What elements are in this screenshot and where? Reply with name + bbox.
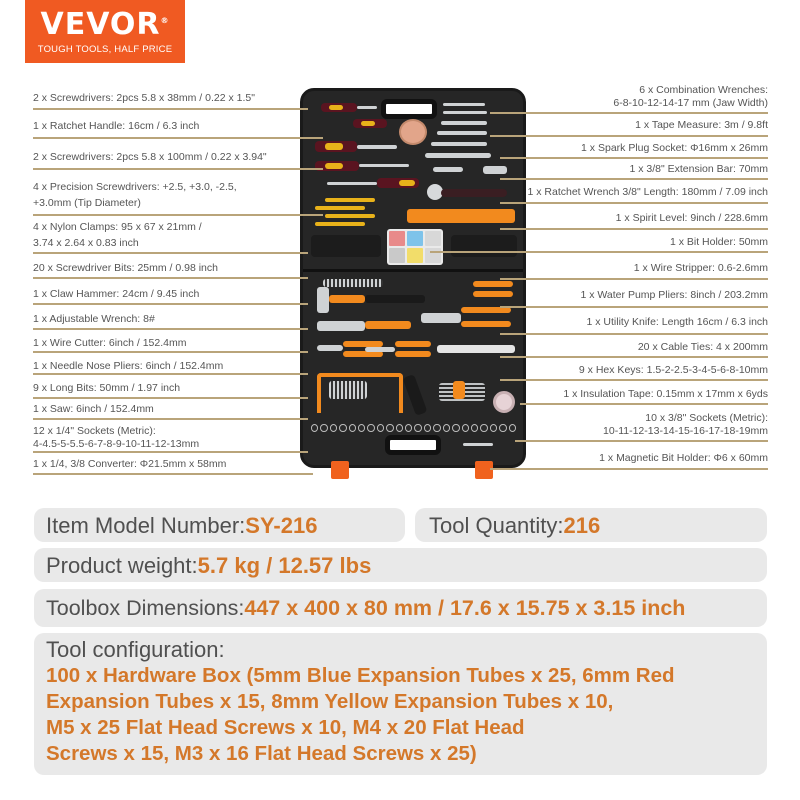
config-line: M5 x 25 Flat Head Screws x 10, M4 x 20 Flat Head (46, 716, 525, 739)
callout-screwdriver-bits: 20 x Screwdriver Bits: 25mm / 0.98 inch (33, 262, 218, 274)
extension-bar (433, 167, 463, 172)
toolbox-dimensions-value: 447 x 400 x 80 mm / 17.6 x 15.75 x 3.15 inch (244, 596, 686, 620)
callout-saw: 1 x Saw: 6inch / 152.4mm (33, 403, 154, 415)
leader-line (33, 168, 323, 170)
leader-line (500, 306, 768, 308)
leader-line (515, 440, 768, 442)
leader-line (520, 403, 768, 405)
leader-line (33, 373, 308, 375)
callout-combination-wrenches (613, 84, 768, 110)
callout-hex-keys: 9 x Hex Keys: 1.5-2-2.5-3-4-5-6-8-10mm (578, 364, 768, 376)
callout-long-bits: 9 x Long Bits: 50mm / 1.97 inch (33, 382, 181, 394)
leader-line (500, 228, 768, 230)
callout-needle-nose-pliers: 1 x Needle Nose Pliers: 6inch / 152.4mm (33, 360, 224, 372)
leader-line (33, 303, 308, 305)
magnetic-bit-holder (463, 443, 493, 446)
callout-line-1: 12 x 1/4" Sockets (Metric): (33, 425, 156, 437)
handle-grip (325, 143, 343, 150)
combination-wrench (431, 142, 487, 146)
needle-nose-pliers (365, 347, 395, 352)
leader-line (490, 135, 768, 137)
water-pump-pliers-handle (461, 321, 511, 327)
callout-line-1: 10 x 3/8" Sockets (Metric): (645, 412, 768, 424)
callout-three-eighth-sockets (603, 412, 768, 438)
callout-converter: 1 x 1/4, 3/8 Converter: Φ21.5mm x 58mm (33, 458, 227, 470)
tool-quantity-value: 216 (563, 513, 601, 538)
screwdriver-grip (325, 163, 343, 169)
leader-line (33, 351, 308, 353)
callout-insulation-tape: 1 x Insulation Tape: 0.15mm x 17mm x 6yds (563, 388, 768, 400)
callout-quarter-sockets (33, 425, 199, 451)
leader-line (500, 333, 768, 335)
claw-hammer-handle (329, 295, 365, 303)
tool-configuration-label: Tool configuration: (46, 637, 225, 662)
tool-configuration-bar (34, 633, 767, 775)
leader-line (500, 157, 768, 159)
combination-wrench (437, 131, 487, 135)
screwdriver-shaft (359, 164, 409, 167)
leader-line (33, 252, 308, 254)
precision-screwdriver (325, 198, 375, 202)
product-weight-label: Product weight: (46, 553, 198, 578)
wire-cutter (317, 345, 343, 351)
callout-cable-ties: 20 x Cable Ties: 4 x 200mm (637, 341, 768, 353)
callout-ratchet-wrench: 1 x Ratchet Wrench 3/8" Length: 180mm / 7.09 inch (527, 186, 768, 198)
callout-ratchet-handle: 1 x Ratchet Handle: 16cm / 6.3 inch (33, 120, 200, 132)
leader-line (500, 178, 768, 180)
callout-screwdrivers-short: 2 x Screwdrivers: 2pcs 5.8 x 38mm / 0.22 x 1.5" (33, 92, 255, 104)
precision-screwdriver (315, 222, 365, 226)
vevor-logo (25, 0, 185, 63)
wire-stripper (473, 281, 513, 287)
leader-line (33, 137, 323, 139)
claw-hammer-head (317, 287, 329, 313)
callout-wire-stripper: 1 x Wire Stripper: 0.6-2.6mm (633, 262, 768, 274)
callout-nylon-clamps (33, 221, 202, 250)
toolbox-dimensions-bar (34, 589, 767, 627)
leader-line (33, 473, 313, 475)
callout-screwdrivers-long: 2 x Screwdrivers: 2pcs 5.8 x 100mm / 0.22 x 3.94" (33, 151, 267, 163)
leader-line (500, 278, 768, 280)
callout-line-2: 10-11-12-13-14-15-16-17-18-19mm (603, 425, 768, 437)
leader-line (33, 108, 308, 110)
needle-nose-handle (395, 351, 431, 357)
model-number-label: Item Model Number: (46, 513, 246, 538)
precision-screwdriver (325, 214, 375, 218)
callout-claw-hammer: 1 x Claw Hammer: 24cm / 9.45 inch (33, 288, 200, 300)
callout-line-2: 3.74 x 2.64 x 0.83 inch (33, 237, 139, 249)
callout-line-1: 6 x Combination Wrenches: (639, 84, 768, 96)
callout-extension-bar: 1 x 3/8" Extension Bar: 70mm (629, 163, 768, 175)
config-line: 100 x Hardware Box (5mm Blue Expansion Tubes x 25, 6mm Red (46, 664, 675, 687)
long-bits (329, 381, 367, 399)
water-pump-pliers (421, 313, 461, 323)
hex-key-holder (453, 381, 465, 399)
nylon-clamps-left (311, 235, 381, 257)
callout-utility-knife: 1 x Utility Knife: Length 16cm / 6.3 inch (586, 316, 768, 328)
callout-water-pump-pliers: 1 x Water Pump Pliers: 8inch / 203.2mm (580, 289, 768, 301)
handle-shaft (357, 145, 397, 149)
callout-wire-cutter: 1 x Wire Cutter: 6inch / 152.4mm (33, 337, 187, 349)
nylon-clamps-right (451, 235, 517, 257)
socket-row (311, 423, 516, 433)
callout-spirit-level: 1 x Spirit Level: 9inch / 228.6mm (615, 212, 768, 224)
callout-adjustable-wrench: 1 x Adjustable Wrench: 8# (33, 313, 155, 325)
config-line: Expansion Tubes x 15, 8mm Yellow Expansion Tubes x 10, (46, 690, 614, 713)
product-weight-bar (34, 548, 767, 582)
leader-line (500, 202, 768, 204)
callout-line-2: +3.0mm (Tip Diameter) (33, 197, 141, 209)
adjustable-wrench-grip (365, 321, 411, 329)
screwdriver-grip (399, 180, 415, 186)
callout-precision-screwdrivers (33, 181, 237, 210)
tool-quantity-label: Tool Quantity: (429, 513, 564, 538)
combination-wrench (443, 103, 485, 106)
tool-quantity-bar (415, 508, 767, 542)
screwdriver-grip (329, 105, 343, 110)
leader-line (33, 328, 308, 330)
ratchet-grip (441, 189, 507, 197)
spark-plug-socket (483, 166, 507, 174)
leader-line (33, 214, 323, 216)
combination-wrench (441, 121, 487, 125)
screwdriver-shaft (327, 182, 377, 185)
callout-bit-holder: 1 x Bit Holder: 50mm (669, 236, 768, 248)
tool-configuration-details (46, 663, 755, 767)
insulation-tape (493, 391, 515, 413)
leader-line (500, 356, 768, 358)
saw-handle (403, 374, 428, 416)
precision-screwdriver (315, 206, 365, 210)
toolbox-hinge-line (303, 269, 523, 272)
callout-magnetic-bit-holder: 1 x Magnetic Bit Holder: Φ6 x 60mm (599, 452, 768, 464)
callout-line-1: 4 x Nylon Clamps: 95 x 67 x 21mm / (33, 221, 202, 233)
tape-measure (399, 119, 427, 145)
callout-line-2: 4-4.5-5-5.5-6-7-8-9-10-11-12-13mm (33, 438, 200, 450)
config-line: Screws x 15, M3 x 16 Flat Head Screws x 25) (46, 742, 477, 765)
utility-knife (437, 345, 515, 353)
leader-line (490, 112, 768, 114)
toolbox-dimensions-label: Toolbox Dimensions: (46, 596, 245, 620)
screwdriver-bits (323, 279, 383, 287)
leader-line (500, 379, 768, 381)
product-weight-value: 5.7 kg / 12.57 lbs (197, 553, 372, 578)
model-number-value: SY-216 (245, 513, 318, 538)
adjustable-wrench (317, 321, 365, 331)
callout-spark-plug-socket: 1 x Spark Plug Socket: Φ16mm x 26mm (581, 142, 768, 154)
callout-tape-measure: 1 x Tape Measure: 3m / 9.8ft (635, 119, 768, 131)
toolbox-image (300, 88, 526, 468)
screwdriver-shaft (357, 106, 377, 109)
callout-line-2: 6-8-10-12-14-17 mm (Jaw Width) (613, 97, 768, 109)
screwdriver-grip (361, 121, 375, 126)
wire-stripper-handle (473, 291, 513, 297)
needle-nose-handle (395, 341, 431, 347)
toolbox-bottom-handle (385, 435, 441, 455)
brand-name: VEVOR® (40, 7, 170, 42)
leader-line (33, 277, 308, 279)
hammer-grip (365, 295, 425, 303)
hardware-box (387, 229, 443, 265)
toolbox-latch-right (475, 461, 493, 479)
model-number-bar (34, 508, 405, 542)
callout-line-1: 4 x Precision Screwdrivers: +2.5, +3.0, -2.5, (33, 181, 237, 193)
toolbox-top-handle (381, 99, 437, 119)
toolbox-latch-left (331, 461, 349, 479)
leader-line (33, 397, 308, 399)
brand-tagline: TOUGH TOOLS, HALF PRICE (37, 44, 173, 55)
combination-wrench (425, 153, 491, 158)
leader-line (33, 451, 308, 453)
leader-line (33, 418, 308, 420)
leader-line (430, 251, 768, 253)
combination-wrench (443, 111, 487, 114)
spirit-level (407, 209, 515, 223)
leader-line (490, 468, 768, 470)
